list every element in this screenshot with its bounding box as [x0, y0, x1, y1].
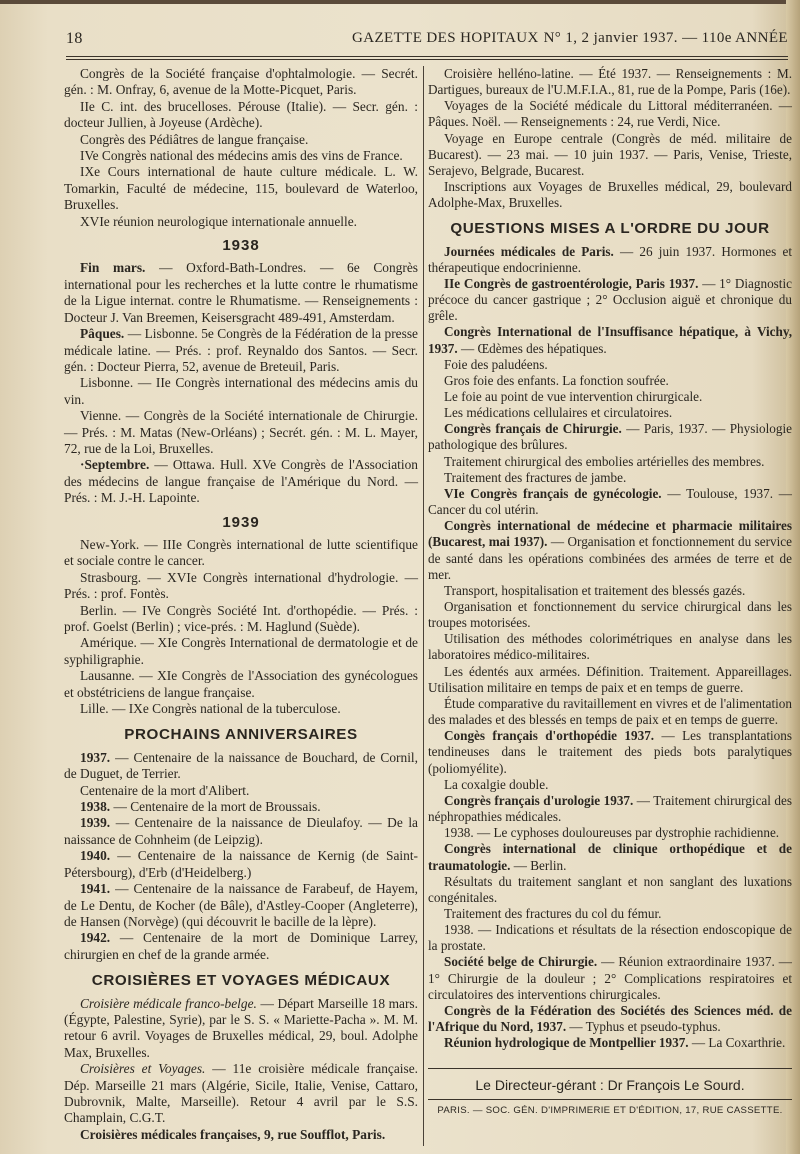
paragraph: Amérique. — XIe Congrès International de dermatologie et de syphiligraphie. [64, 635, 418, 667]
paragraph [428, 793, 792, 825]
footer-rule [428, 1068, 792, 1069]
paragraph [428, 276, 792, 324]
paragraph: La coxalgie double. [444, 776, 549, 792]
lead: Congès français d'orthopédie 1937. [444, 728, 655, 744]
paragraph: Voyages de la Société médicale du Littoral méditerranéen. — Pâques. Noël. — Renseignements : 24, rue Verdi, Nice. [428, 98, 792, 130]
paragraph: Vienne. — Congrès de la Société internationale de Chirurgie. — Prés. : M. Matas (New-Orléans) ; Secrét. gén. : M. L. Mayer, 72, rue de la Loi, Bruxelles. [64, 408, 418, 456]
lead: IIe Congrès de gastroentérologie, Paris 1937. [444, 275, 699, 291]
body: — Typhus et pseudo-typhus. [566, 1019, 721, 1035]
body: — Toulouse, 1937. — Cancer du col utérin. [428, 485, 792, 518]
section-heading-questions: QUESTIONS MISES A L'ORDRE DU JOUR [450, 220, 770, 238]
paragraph: Lisbonne. — IIe Congrès international des médecins amis du vin. [64, 375, 418, 407]
paragraph: Lausanne. — XIe Congrès de l'Association des gynécologues et obstétriciens de langue française. [64, 668, 418, 700]
body: — Centenaire de la naissance de Dieulafoy. — De la naissance de Cohnheim (de Leipzig). [64, 815, 418, 847]
issue-line: N° 1, 2 janvier 1937. — 110e ANNÉE [543, 30, 788, 46]
left-column [64, 66, 418, 1143]
paragraph [64, 260, 418, 326]
lead: 1940. [80, 848, 111, 864]
paragraph [428, 728, 792, 776]
lead: Fin mars. [80, 260, 146, 276]
paragraph [428, 421, 792, 453]
body: — Centenaire de la naissance de Kernig (de Saint-Pétersbourg), d'Erb (d'Heidelberg.) [64, 848, 418, 880]
paragraph [428, 1003, 792, 1035]
lead: Croisière médicale franco-belge. [80, 995, 257, 1011]
lead: Société belge de Chirurgie. [444, 954, 598, 970]
paragraph [64, 815, 418, 848]
paragraph: Traitement des fractures du col du fémur. [444, 905, 662, 921]
lead: Pâques. [80, 326, 125, 342]
paragraph [64, 750, 418, 783]
paragraph: XVIe réunion neurologique internationale annuelle. [80, 213, 358, 229]
paragraph [64, 457, 418, 506]
paragraph [64, 1061, 418, 1127]
paragraph [428, 244, 792, 276]
paragraph: IIe C. int. des brucelloses. Pérouse (Italie). — Secr. gén. : docteur Jullien, à Joyeuse (Ardèche). [64, 98, 418, 131]
paragraph: Voyage en Europe centrale (Congrès de méd. militaire de Bucarest). — 23 mai. — 10 juin 1937. — Paris, Venise, Trieste, Serajevo, Belgrade, Bucarest. [428, 130, 792, 178]
paragraph [428, 324, 792, 356]
paragraph: Le foie au point de vue intervention chirurgicale. [444, 388, 703, 404]
printer-line: PARIS. — SOC. GÉN. D'IMPRIMERIE ET D'ÉDITION, 17, RUE CASSETTE. [437, 1105, 783, 1116]
paragraph: 1938. — Le cyphoses douloureuses par dystrophie rachidienne. [444, 825, 780, 841]
body: — Organisation et fonctionnement du service de santé dans les opérations combinées des armées de terre et de mer. [428, 534, 792, 582]
paragraph: Étude comparative du ravitaillement en vivres et de l'alimentation des malades et des blessés en temps de paix et en temps de guerre. [428, 695, 792, 728]
body: — 26 juin 1937. Hormones et thérapeutique endocrinienne. [428, 243, 792, 275]
paragraph [64, 799, 418, 815]
lead: ·Septembre. [80, 457, 150, 473]
column-divider [423, 66, 424, 1146]
questions-list [428, 244, 792, 1052]
year-heading-1939: 1939 [222, 513, 260, 531]
paragraph [428, 518, 792, 583]
paragraph: Centenaire de la mort d'Alibert. [80, 782, 250, 798]
paragraph: Traitement chirurgical des embolies artérielles des membres. [444, 453, 765, 469]
paragraph: Transport, hospitalisation et traitement des blessés gazés. [444, 582, 746, 598]
lead: 1937. [80, 749, 111, 765]
paragraph [428, 841, 792, 873]
paragraph: Utilisation des méthodes colorimétriques en analyse dans les laboratoires médico-militaires. [428, 631, 792, 663]
section-heading-cruises: CROISIÈRES ET VOYAGES MÉDICAUX [91, 972, 391, 990]
body: — Berlin. [510, 857, 567, 873]
paragraph [64, 848, 418, 881]
director-line: Le Directeur-gérant : Dr François Le Sourd. [475, 1077, 745, 1093]
paragraph: Croisière helléno-latine. — Été 1937. — Renseignements : M. Dartigues, bureaux de l'U.M.F.I.A., 81, rue de la Pompe, Paris (16e). [428, 66, 792, 98]
paragraph: Organisation et fonctionnement du service chirurgical dans les troupes motorisées. [428, 599, 792, 631]
body: — 1° Diagnostic précoce du cancer gastrique ; 2° Occlusion aiguë et chronique du grêle. [428, 275, 792, 324]
lead: Congrès international de clinique orthopédique et de traumatologie. [428, 841, 792, 873]
body: — Centenaire de la naissance de Bouchard, de Cornil, de Duguet, de Terrier. [64, 749, 418, 782]
section-heading-anniversaries: PROCHAINS ANNIVERSAIRES [124, 726, 358, 744]
body: — Réunion extraordinaire 1937. — 1° Chirurgie de la douleur ; 2° Complications respiratoires et circulatoires des interventions chirurgicales. [428, 954, 792, 1002]
paragraph [64, 996, 418, 1062]
lead: 1938. [80, 799, 111, 815]
paragraph: IVe Congrès national des médecins amis des vins de France. [80, 148, 403, 164]
journal-title: GAZETTE DES HOPITAUX [352, 30, 539, 46]
body: — Ottawa. Hull. XVe Congrès de l'Association des médecins de langue française de l'Amérique du Nord. — Prés. : M. J.-H. Lapointe. [64, 457, 418, 506]
header-rule-2 [66, 59, 788, 60]
lead: Congrès international de médecine et pharmacie militaires (Bucarest, mai 1937). [428, 518, 792, 550]
paragraph: 1938. — Indications et résultats de la résection endoscopique de la prostate. [428, 922, 792, 954]
paragraph [428, 954, 792, 1002]
right-column [428, 66, 792, 1051]
paragraph: New-York. — IIIe Congrès international de lutte scientifique et sociale contre le cancer. [64, 536, 418, 569]
paragraph: Traitement des fractures de jambe. [444, 469, 627, 485]
printer-rule [428, 1099, 792, 1100]
lead: Congrès français d'urologie 1937. [444, 792, 634, 808]
page-number: 18 [66, 30, 83, 47]
lead: Congrès International de l'Insuffisance hépatique, à Vichy, 1937. [428, 324, 792, 356]
lead: 1941. [80, 881, 111, 897]
lead: Croisières et Voyages. [80, 1061, 206, 1077]
body: — Traitement chirurgical des néphropathies médicales. [428, 792, 792, 825]
body: — Départ Marseille 18 mars. (Égypte, Palestine, Syrie), par le S. S. « Mariette-Pacha ». M. M. retour 6 avril. Voyages de Bruxelles médical, 29, boul. Adolphe Max, Bruxelles. [64, 995, 418, 1060]
body: — Les transplantations tendineuses dans le traitement des pieds bots paralytiques (poliomyélite). [428, 728, 792, 776]
body: — Œdèmes des hépatiques. [457, 340, 607, 356]
paragraph [428, 486, 792, 518]
lead: 1939. [80, 815, 111, 831]
paragraph [64, 881, 418, 930]
lead: Réunion hydrologique de Montpellier 1937. [444, 1035, 689, 1051]
paragraph [64, 930, 418, 963]
paragraph: Strasbourg. — XVIe Congrès international d'hydrologie. — Prés. : prof. Fontès. [64, 569, 418, 602]
paragraph: Congrès des Pédiâtres de langue française. [80, 131, 309, 147]
running-header [66, 30, 788, 54]
body: — 11e croisière médicale française. Dép. Marseille 21 mars (Algérie, Sicile, Italie, Venise, Cattaro, Dubrovnik, Malte, Marseille). Retour 4 avril par le S.S. Champlain, C.G.T. [64, 1061, 418, 1126]
paragraph: Résultats du traitement sanglant et non sanglant des luxations congénitales. [428, 873, 792, 905]
paragraph [64, 326, 418, 375]
paragraph: Les médications cellulaires et circulatoires. [444, 405, 673, 421]
paragraph: Les édentés aux armées. Définition. Traitement. Appareillages. Utilisation militaire en temps de paix et en temps de guerre. [428, 663, 792, 695]
body: — Centenaire de la mort de Dominique Larrey, chirurgien en chef de la grande armée. [64, 930, 418, 962]
body: — Centenaire de la mort de Broussais. [110, 799, 321, 815]
top-edge [0, 0, 800, 4]
paragraph: Gros foie des enfants. La fonction soufrée. [444, 372, 669, 388]
paragraph: Lille. — IXe Congrès national de la tuberculose. [80, 701, 341, 717]
lead: 1942. [80, 930, 111, 946]
lead: Congrès de la Fédération des Sociétés des Sciences méd. de l'Afrique du Nord, 1937. [428, 1002, 792, 1035]
year-heading-1938: 1938 [222, 237, 260, 255]
lead: Journées médicales de Paris. [444, 243, 614, 259]
header-rule [66, 56, 788, 57]
lead: Congrès français de Chirurgie. [444, 421, 622, 437]
lead: VIe Congrès français de gynécologie. [444, 485, 662, 501]
paragraph: Berlin. — IVe Congrès Société Int. d'orthopédie. — Prés. : prof. Goelst (Berlin) ; vice-prés. : M. Haglund (Suède). [64, 602, 418, 634]
body: — Lisbonne. 5e Congrès de la Fédération de la presse médicale latine. — Prés. : prof. Reynaldo dos Santos. — Secr. gén. : Docteur Pierra, 52, avenue de Breteuil, Paris. [64, 326, 418, 374]
body: — Centenaire de la naissance de Farabeuf, de Hayem, de Le Dentu, de Kocher (de Bâle), d'Astley-Cooper (Angleterre), de Hansen (Norvège) (qui découvrit le bacille de la lèpre). [64, 881, 418, 929]
body: — La Coxarthrie. [688, 1035, 786, 1051]
body: — Oxford-Bath-Londres. — 6e Congrès international pour les recherches et la lutte contre le rhumatisme de la Ligue internat. contre le Rhumatisme. — Renseignements : Docteur J. Van Breemen, Keisersgracht 489-491, Amsterdam. [64, 260, 418, 325]
paragraph: IXe Cours international de haute culture médicale. L. W. Tomarkin, Faculté de médecine, 115, boulevard de Waterloo, Bruxelles. [64, 164, 418, 213]
body: — Paris, 1937. — Physiologie pathologique des brûlures. [428, 421, 793, 453]
paragraph: Foie des paludéens. [444, 356, 548, 372]
paragraph: Inscriptions aux Voyages de Bruxelles médical, 29, boulevard Adolphe-Max, Bruxelles. [428, 179, 792, 211]
paragraph [428, 1035, 792, 1051]
paragraph: Congrès de la Société française d'ophtalmologie. — Secrét. gén. : M. Onfray, 6, avenue de la Motte-Picquet, Paris. [64, 66, 418, 98]
paragraph: Croisières médicales françaises, 9, rue Soufflot, Paris. [80, 1126, 386, 1142]
